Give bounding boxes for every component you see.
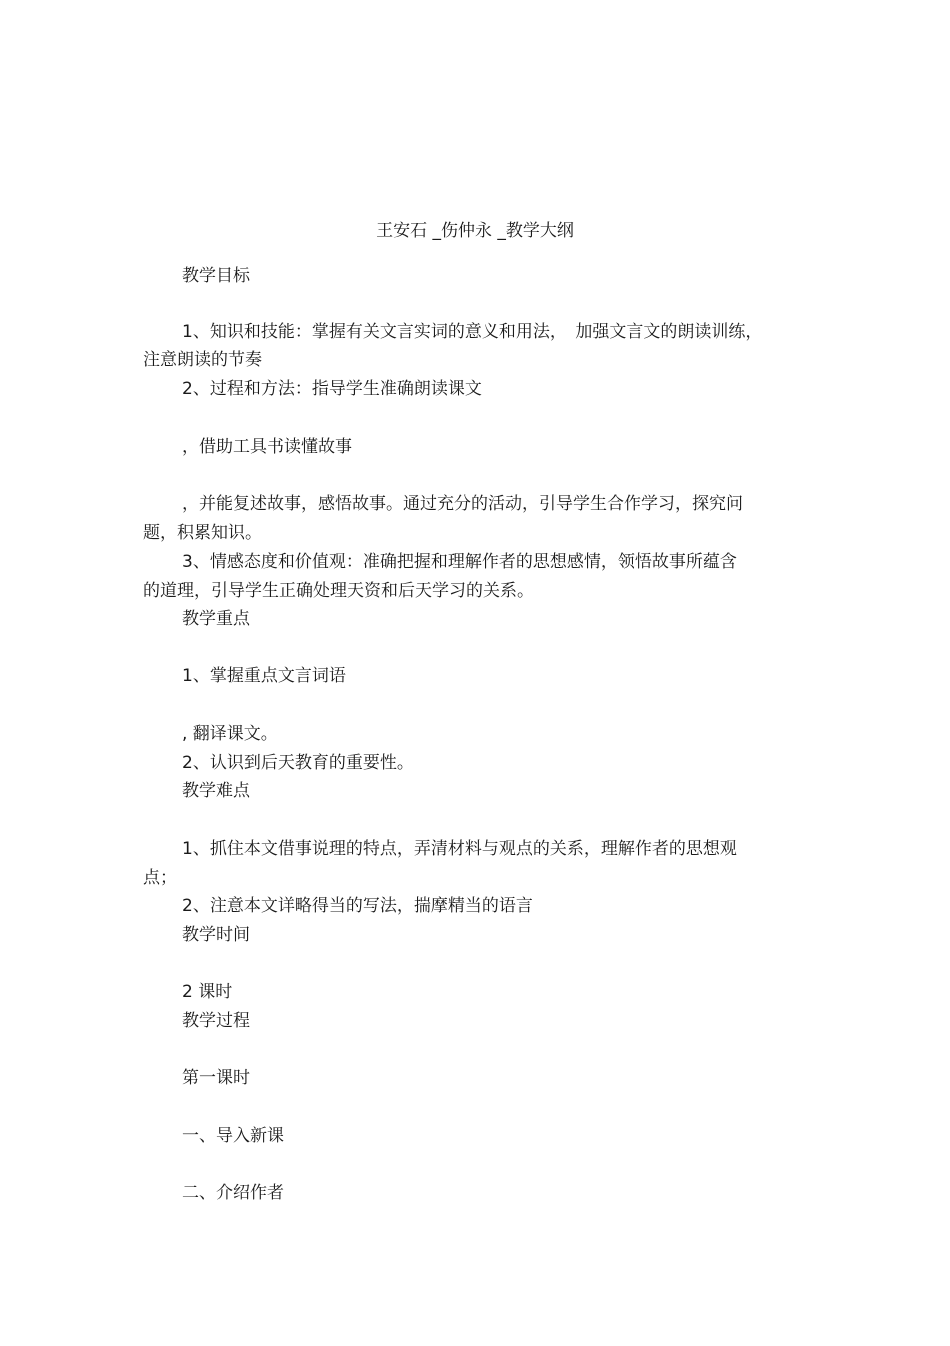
heading-teaching-time: 教学时间 (182, 925, 250, 945)
heading-teaching-process: 教学过程 (182, 1011, 250, 1031)
goal-3-line-2: 的道理，引导学生正确处理天资和后天学习的关系。 (143, 581, 534, 601)
lesson-1-heading: 第一课时 (182, 1068, 250, 1088)
heading-teaching-goals: 教学目标 (182, 266, 250, 286)
key-point-2: 2、认识到后天教育的重要性。 (182, 753, 414, 773)
key-point-1: 1、掌握重点文言词语 (182, 666, 346, 686)
teaching-time-value: 2 课时 (182, 982, 233, 1002)
heading-key-points: 教学重点 (182, 609, 250, 629)
key-point-1-continuation: , 翻译课文。 (182, 724, 278, 744)
goal-2: 2、过程和方法：指导学生准确朗读课文 (182, 379, 482, 399)
goal-2-continuation-2-line-1: ，并能复述故事，感悟故事。通过充分的活动，引导学生合作学习，探究问 (182, 494, 743, 514)
step-1-heading: 一、导入新课 (182, 1126, 284, 1146)
goal-2-continuation-1: ，借助工具书读懂故事 (182, 437, 352, 457)
difficult-point-1-line-2: 点； (143, 868, 177, 888)
goal-1-line-1: 1、知识和技能：掌握有关文言实词的意义和用法， 加强文言文的朗读训练， (182, 322, 763, 342)
difficult-point-2: 2、注意本文详略得当的写法，揣摩精当的语言 (182, 896, 533, 916)
heading-difficult-points: 教学难点 (182, 781, 250, 801)
document-title: 王安石 _伤仲永 _教学大纲 (376, 221, 574, 241)
goal-2-continuation-2-line-2: 题，积累知识。 (143, 523, 262, 543)
step-2-heading: 二、介绍作者 (182, 1183, 284, 1203)
difficult-point-1-line-1: 1、抓住本文借事说理的特点，弄清材料与观点的关系，理解作者的思想观 (182, 839, 737, 859)
goal-1-line-2: 注意朗读的节奏 (143, 350, 262, 370)
goal-3-line-1: 3、情感态度和价值观：准确把握和理解作者的思想感情，领悟故事所蕴含 (182, 552, 737, 572)
